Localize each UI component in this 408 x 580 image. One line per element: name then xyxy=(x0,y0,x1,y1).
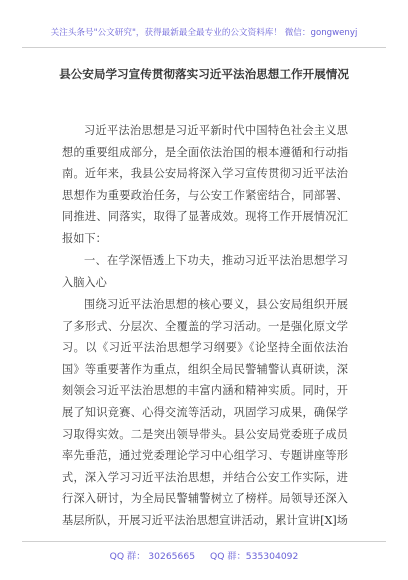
text-line: 习近平法治思想是习近平新时代中国特色社会主义思 xyxy=(84,124,348,137)
text-line: 入脑入心 xyxy=(62,275,107,289)
text-line: 同推进、同落实，取得了显著成效。现将工作开展情况汇 xyxy=(62,210,348,224)
text-line: 习取得实效。二是突出领导带头。县公安局党委班子成员 xyxy=(62,427,348,441)
text-line: 了多形式、分层次、全覆盖的学习活动。一是强化原文学 xyxy=(62,319,348,333)
text-line: 率先垂范，通过党委理论学习中心组学习、专题讲座等形 xyxy=(62,449,348,463)
text-line: 展了知识竞赛、心得交流等活动，巩固学习成果，确保学 xyxy=(62,405,348,419)
text-line: 一、在学深悟透上下功夫，推动习近平法治思想学习 xyxy=(84,254,348,267)
footer xyxy=(0,548,408,562)
qq-group-2: QQ 群：535304092 xyxy=(210,551,299,562)
qq-group-1: QQ 群： 30265665 xyxy=(109,551,196,562)
text-line: 式，深入学习习近平法治思想，并结合公安工作实际，进 xyxy=(62,470,348,484)
text-line: 刻领会习近平法治思想的丰富内涵和精神实质。同时，开 xyxy=(62,384,348,398)
text-line: 国》等重要著作为重点，组织全局民警辅警认真研读，深 xyxy=(62,362,348,376)
section-heading xyxy=(62,250,348,293)
text-line: 行深入研讨，为全局民警辅警树立了榜样。局领导还深入 xyxy=(62,492,348,506)
paragraph-study xyxy=(62,294,348,532)
text-line: 思想作为重要政治任务，与公安工作紧密结合，同部署、 xyxy=(62,188,348,202)
text-line: 想的重要组成部分，是全面依法治国的根本遵循和行动指 xyxy=(62,145,348,159)
header-banner: 关注头条号"公文研究"，获得最新最全最专业的公文资料库！ 微信：gongwenyj xyxy=(50,28,358,38)
document-title: 县公安局学习宣传贯彻落实习近平法治思想工作开展情况 xyxy=(59,67,349,81)
text-line: 围绕习近平法治思想的核心要义，县公安局组织开展 xyxy=(84,298,348,311)
text-line: 基层所队，开展习近平法治思想宣讲活动，累计宣讲[X]场 xyxy=(62,513,348,527)
header-divider xyxy=(22,47,386,48)
footer-divider xyxy=(22,541,386,542)
text-line: 南。近年来，我县公安局将深入学习宣传贯彻习近平法治 xyxy=(62,167,348,181)
text-line: 报如下： xyxy=(62,231,107,245)
paragraph-intro xyxy=(62,120,348,250)
text-line: 习。以《习近平法治思想学习纲要》《论坚持全面依法治 xyxy=(62,341,348,355)
